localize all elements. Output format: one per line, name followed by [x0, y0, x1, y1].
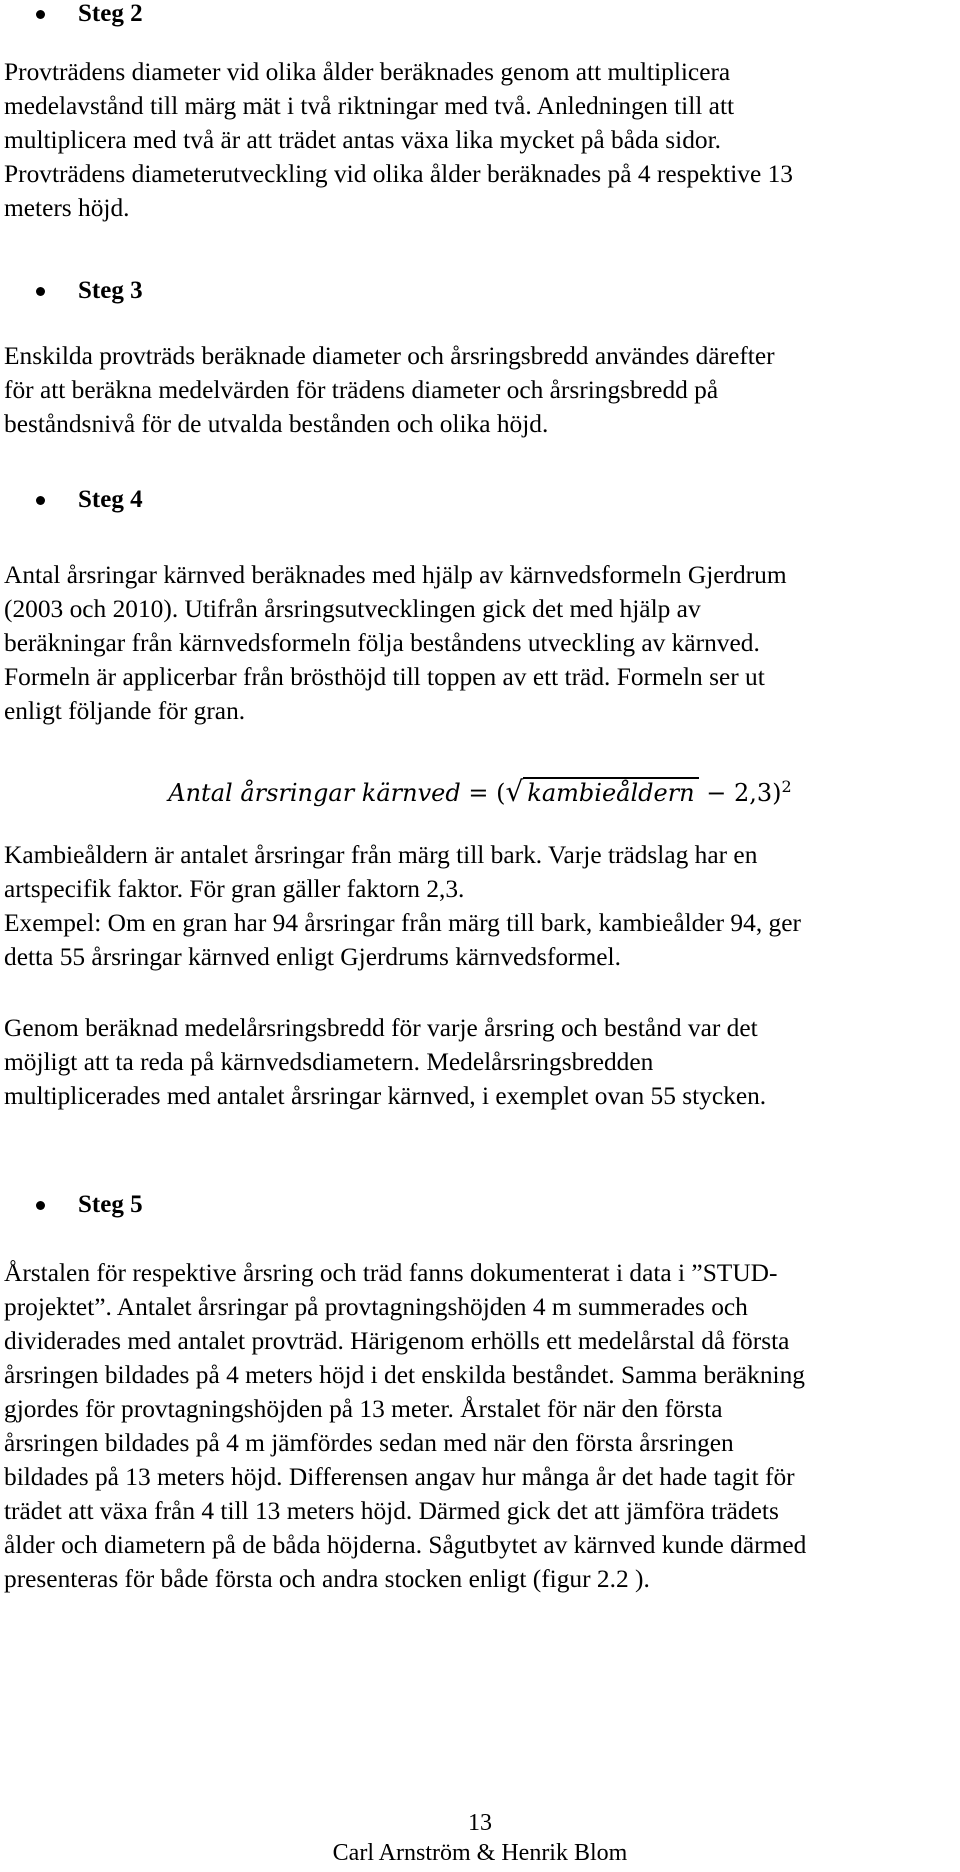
- bullet-icon: [36, 496, 45, 505]
- formula-exponent: 2: [781, 777, 792, 796]
- text-line: artspecifik faktor. För gran gäller faktorn 2,3.: [4, 875, 465, 903]
- bullet-icon: [36, 287, 45, 296]
- text-line: beståndsnivå för de utvalda bestånden och olika höjd.: [4, 410, 549, 438]
- steg-4-paragraph: [4, 558, 960, 728]
- steg-5-paragraph: [4, 1256, 960, 1596]
- text-line: Provträdens diameterutveckling vid olika ålder beräknades på 4 respektive 13: [4, 160, 793, 188]
- text-line: detta 55 årsringar kärnved enligt Gjerdrums kärnvedsformel.: [4, 943, 621, 971]
- steg-5-heading-text: Steg 5: [78, 1191, 143, 1218]
- text-line: multiplicera med två är att trädet antas växa lika mycket på båda sidor.: [4, 126, 722, 154]
- bullet-icon: [36, 1201, 45, 1210]
- text-line: Exempel: Om en gran har 94 årsringar från märg till bark, kambieålder 94, ger: [4, 909, 801, 937]
- text-line: Antal årsringar kärnved beräknades med hjälp av kärnvedsformeln Gjerdrum: [4, 561, 787, 589]
- text-line: multiplicerades med antalet årsringar kärnved, i exemplet ovan 55 stycken.: [4, 1082, 767, 1110]
- text-line: för att beräkna medelvärden för trädens diameter och årsringsbredd på: [4, 376, 719, 404]
- text-line: Kambieåldern är antalet årsringar från märg till bark. Varje trädslag har en: [4, 841, 758, 869]
- formula-equals: = (: [468, 779, 506, 807]
- text-line: årsringen bildades på 4 m jämfördes sedan med när den första årsringen: [4, 1429, 734, 1457]
- steg-4-explanation: [4, 838, 960, 974]
- text-line: enligt följande för gran.: [4, 697, 246, 725]
- steg-5-heading: [36, 1191, 143, 1219]
- text-line: ålder och diametern på de båda höjderna. Sågutbytet av kärnved kunde därmed: [4, 1531, 807, 1559]
- text-line: gjordes för provtagningshöjden på 13 meter. Årstalet för när den första: [4, 1395, 723, 1423]
- page-footer: [0, 1808, 960, 1868]
- text-line: Provträdens diameter vid olika ålder beräknades genom att multiplicera: [4, 58, 731, 86]
- text-line: beräkningar från kärnvedsformeln följa beståndens utveckling av kärnved.: [4, 629, 760, 657]
- square-root-icon: √: [505, 775, 524, 808]
- steg-4-heading: [36, 486, 143, 514]
- text-line: trädet att växa från 4 till 13 meters höjd. Därmed gick det att jämföra trädets: [4, 1497, 779, 1525]
- text-line: medelavstånd till märg mät i två riktningar med två. Anledningen till att: [4, 92, 735, 120]
- text-line: dividerades med antalet provträd. Härigenom erhölls ett medelårstal då första: [4, 1327, 790, 1355]
- steg-3-paragraph: [4, 339, 960, 441]
- formula-lhs: Antal årsringar kärnved: [168, 779, 461, 807]
- text-line: Genom beräknad medelårsringsbredd för varje årsring och bestånd var det: [4, 1014, 758, 1042]
- steg-4-paragraph-2: [4, 1011, 960, 1113]
- text-line: årsringen bildades på 4 meters höjd i det enskilda beståndet. Samma beräkning: [4, 1361, 805, 1389]
- steg-4-heading-text: Steg 4: [78, 486, 143, 513]
- text-line: Enskilda provträds beräknade diameter och årsringsbredd användes därefter: [4, 342, 775, 370]
- text-line: möjligt att ta reda på kärnvedsdiametern. Medelårsringsbredden: [4, 1048, 654, 1076]
- text-line: Årstalen för respektive årsring och träd fanns dokumenterat i data i ”STUD-: [4, 1259, 778, 1287]
- heartwood-formula: [0, 770, 960, 810]
- text-line: projektet”. Antalet årsringar på provtagningshöjden 4 m summerades och: [4, 1293, 748, 1321]
- text-line: bildades på 13 meters höjd. Differensen angav hur många år det hade tagit för: [4, 1463, 795, 1491]
- text-line: Formeln är applicerbar från brösthöjd till toppen av ett träd. Formeln ser ut: [4, 663, 765, 691]
- page-number: 13: [468, 1810, 492, 1836]
- formula-constant: − 2,3): [698, 779, 782, 807]
- footer-authors: Carl Arnström & Henrik Blom: [332, 1840, 628, 1866]
- text-line: meters höjd.: [4, 194, 130, 222]
- steg-2-paragraph: [4, 55, 960, 225]
- steg-3-heading: [36, 277, 143, 305]
- steg-2-heading: [36, 0, 143, 28]
- text-line: (2003 och 2010). Utifrån årsringsutvecklingen gick det med hjälp av: [4, 595, 701, 623]
- steg-2-heading-text: Steg 2: [78, 0, 143, 27]
- steg-3-heading-text: Steg 3: [78, 277, 143, 304]
- bullet-icon: [36, 10, 45, 19]
- formula-radicand: kambieåldern: [523, 777, 698, 807]
- text-line: presenteras för både första och andra stocken enligt (figur 2.2 ).: [4, 1565, 650, 1593]
